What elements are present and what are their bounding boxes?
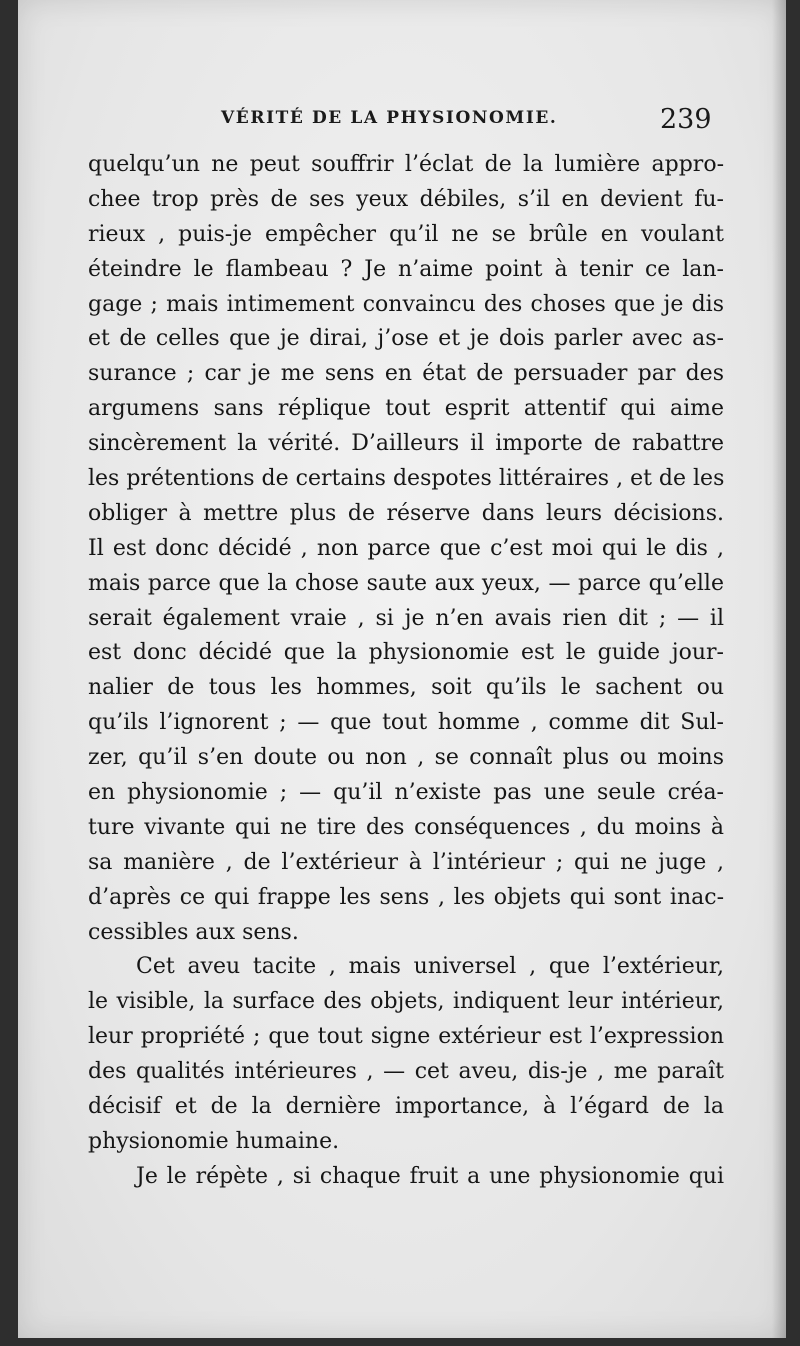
text-line: et de celles que je dirai, j’ose et je dois parler avec as- <box>88 326 724 352</box>
text-line: des qualités intérieures , — cet aveu, dis-je , me paraît <box>88 1059 724 1085</box>
text-line: nalier de tous les hommes, soit qu’ils le sachent ou <box>88 675 724 701</box>
paragraph-end-line: physionomie humaine. <box>88 1128 340 1154</box>
text-line: d’après ce qui frappe les sens , les objets qui sont inac- <box>88 884 724 910</box>
text-line: sincèrement la vérité. D’ailleurs il importe de rabattre <box>88 431 724 457</box>
paragraph-first-line: Je le répète , si chaque fruit a une physionomie qui <box>136 1163 724 1189</box>
text-line: décisif et de la dernière importance, à l’égard de la <box>88 1094 724 1120</box>
page-gutter-shadow <box>772 0 786 1338</box>
page-number: 239 <box>660 104 712 135</box>
text-line: serait également vraie , si je n’en avais rien dit ; — il <box>88 605 724 631</box>
text-line: obliger à mettre plus de réserve dans leurs décisions. <box>88 500 724 526</box>
body-text <box>88 148 724 1195</box>
running-header <box>18 104 786 138</box>
text-line: Il est donc décidé , non parce que c’est moi qui le dis , <box>88 535 724 561</box>
paragraph-end-line: cessibles aux sens. <box>88 919 299 945</box>
text-line: est donc décidé que la physionomie est le guide jour- <box>88 640 724 666</box>
book-page <box>18 0 786 1338</box>
running-title: VÉRITÉ DE LA PHYSIONOMIE. <box>221 108 558 128</box>
paragraph-first-line: Cet aveu tacite , mais universel , que l’extérieur, <box>136 954 724 980</box>
text-line: qu’ils l’ignorent ; — que tout homme , comme dit Sul- <box>88 710 724 736</box>
text-line: quelqu’un ne peut souffrir l’éclat de la lumière appro- <box>88 152 724 177</box>
text-line: gage ; mais intimement convaincu des choses que je dis <box>88 291 724 317</box>
text-line: éteindre le flambeau ? Je n’aime point à tenir ce lan- <box>88 256 724 282</box>
text-line: rieux , puis-je empêcher qu’il ne se brûle en voulant <box>88 221 724 247</box>
text-line: ture vivante qui ne tire des conséquences , du moins à <box>88 814 724 840</box>
text-line: le visible, la surface des objets, indiquent leur intérieur, <box>88 989 724 1015</box>
text-line: sa manière , de l’extérieur à l’intérieur ; qui ne juge , <box>88 849 724 875</box>
text-line: zer, qu’il s’en doute ou non , se connaît plus ou moins <box>88 745 724 771</box>
text-line: mais parce que la chose saute aux yeux, — parce qu’elle <box>88 570 724 596</box>
text-line: chee trop près de ses yeux débiles, s’il en devient fu- <box>88 186 724 212</box>
text-line: leur propriété ; que tout signe extérieur est l’expression <box>88 1024 724 1050</box>
text-line: argumens sans réplique tout esprit attentif qui aime <box>88 396 724 422</box>
text-line: les prétentions de certains despotes littéraires , et de les <box>88 466 725 492</box>
text-line: surance ; car je me sens en état de persuader par des <box>88 361 724 387</box>
text-line: en physionomie ; — qu’il n’existe pas une seule créa- <box>88 780 724 806</box>
